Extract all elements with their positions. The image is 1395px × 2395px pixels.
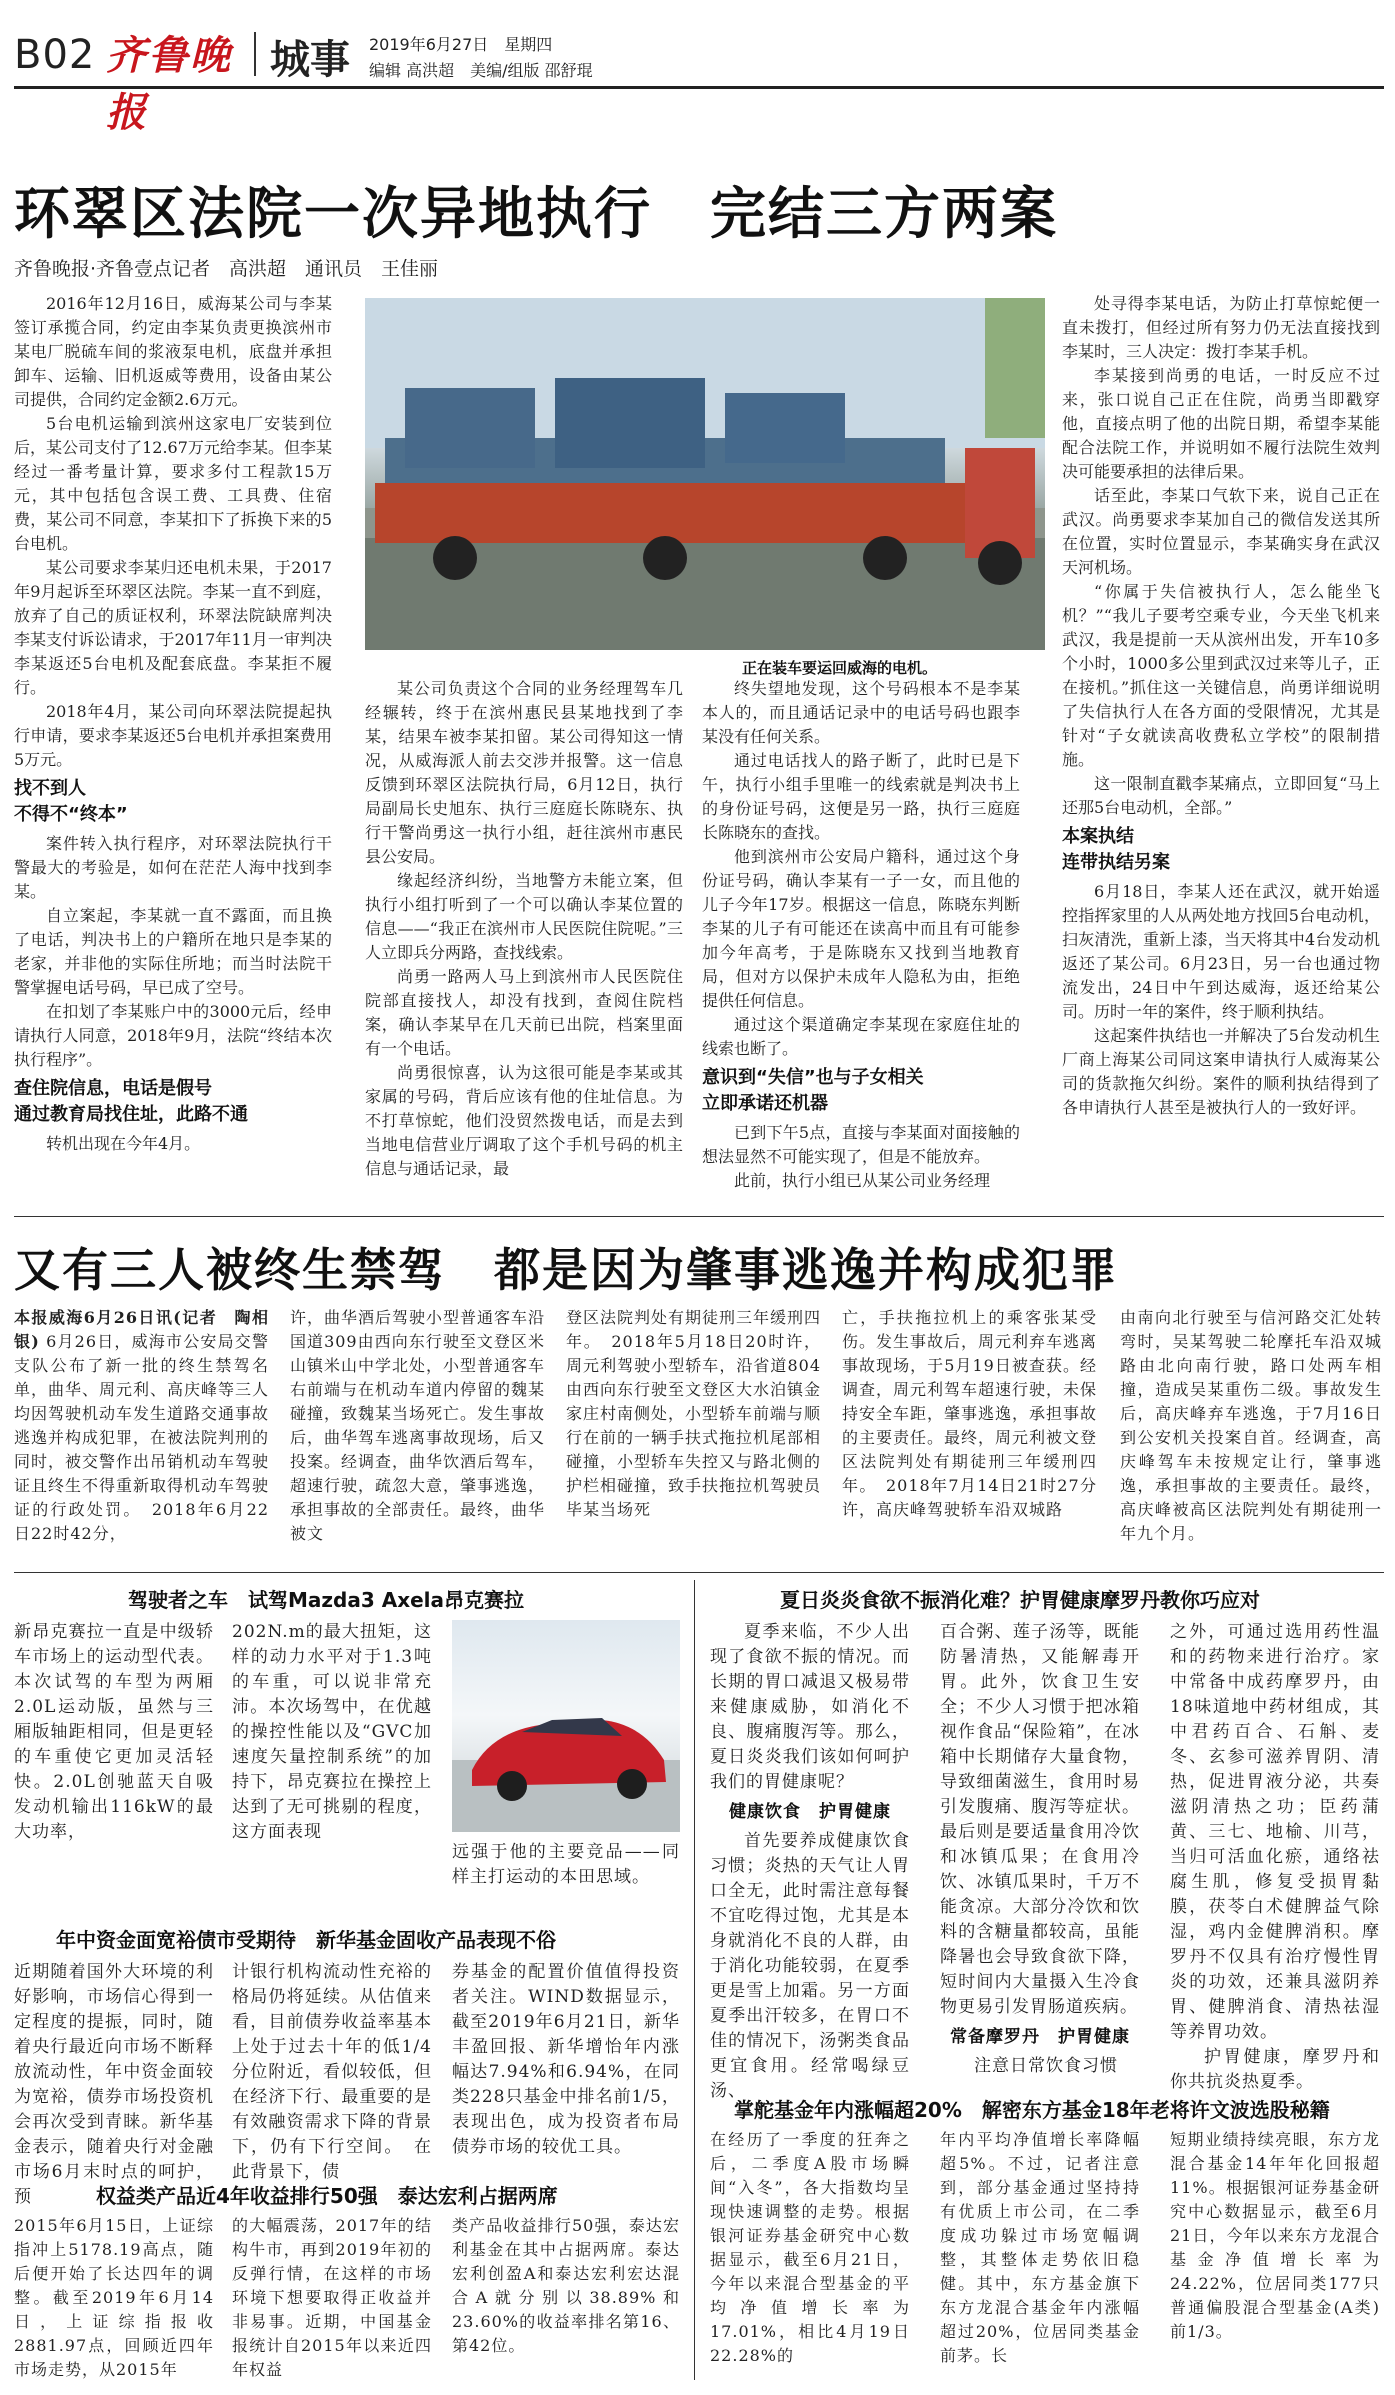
subheading xyxy=(14,1076,332,1128)
lead-headline: 环翠区法院一次异地执行 完结三方两案 xyxy=(14,182,1058,247)
paragraph: 案件转入执行程序，对环翠法院执行干警最大的考验是，如何在茫茫人海中找到李某。 xyxy=(14,834,332,901)
fund2-headline: 权益类产品近4年收益排行50强 泰达宏利占据两席 xyxy=(96,2184,558,2208)
fund3-headline: 掌舵基金年内涨幅超20% 解密东方基金18年老将许文波选股秘籍 xyxy=(734,2098,1330,2122)
page-number: B02 xyxy=(14,32,96,78)
paragraph: 夏季来临，不少人出现了食欲不振的情况。而长期的胃口减退又极易带来健康威胁，如消化不良、腹痛腹泻等。那么，夏日炎炎我们该如何呵护我们的胃健康呢？ xyxy=(710,1622,910,1792)
paragraph: 在扣划了李某账户中的3000元后，经申请执行人同意，2018年9月，法院“终结本次执行程序”。 xyxy=(14,1002,332,1069)
paragraph: 这起案件执结也一并解决了5台发动机生厂商上海某公司同这案申请执行人威海某公司的货款拖欠纠纷。案件的顺利执结得到了各申请执行人甚至是被执行人的一致好评。 xyxy=(1062,1026,1380,1117)
car-column-2: 202N.m的最大扭矩，这样的动力水平对于1.3吨的车重，可以说非常充沛。本次场驾中，在优越的操控性能以及“GVC加速度矢量控制系统”的加持下，昂克赛拉在操控上达到了无可挑剔的程度，这方面表现 xyxy=(232,1622,432,1842)
paragraph: 话至此，李某口气软下来，说自己正在武汉。尚勇要求李某加自己的微信发送其所在位置，实时位置显示，李某确实身在武汉天河机场。 xyxy=(1062,486,1380,577)
story2-text: 6月26日，威海市公安局交警支队公布了新一批的终生禁驾名单，曲华、周元利、高庆峰等三人均因驾驶机动车发生道路交通事故逃逸并构成犯罪，在被法院判刑的同时，被交警作出吊销机动车驾驶证且终生不得重新取得机动车驾驶证的行政处罚。 2018年6月22日22时42分， xyxy=(14,1332,270,1543)
health-column-1 xyxy=(710,1620,910,2104)
paragraph: 护胃健康，摩罗丹和你共抗炎热夏季。 xyxy=(1170,2047,1380,2092)
paragraph: 终失望地发现，这个号码根本不是李某本人的，而且通话记录中的电话号码也跟李某没有任何关系。 xyxy=(702,679,1020,746)
subheading xyxy=(702,1065,1020,1117)
paragraph: 首先要养成健康饮食习惯；炎热的天气让人胃口全无，此时需注意每餐不宜吃得过饱，尤其是本身就消化不良的人群，由于消化功能较弱，在夏季更是雪上加霜。另一方面夏季出汗较多，在胃口不佳的情况下，汤粥类食品更宜食用。经常喝绿豆汤、 xyxy=(710,1831,910,2101)
fund1-column-1: 近期随着国外大环境的利好影响，市场信心得到一定程度的提振，同时，随着央行最近向市场不断释放流动性，年中资金面较为宽裕，债券市场投资机会再次受到青睐。新华基金表示，随着央行对金融市场6月末时点的呵护，预 xyxy=(14,1962,214,2207)
fund3-column-1: 在经历了一季度的狂奔之后，二季度A股市场瞬间“入冬”，各大指数均呈现快速调整的走势。根据银河证券基金研究中心数据显示，截至6月21日，今年以来混合型基金的平均净值增长率为17.01%，相比4月19日22.28%的 xyxy=(710,2130,910,2365)
subheading-line: 不得不“终本” xyxy=(14,804,128,825)
subheading: 常备摩罗丹 护胃健康 xyxy=(950,2027,1130,2047)
fund2-column-2: 的大幅震荡，2017年的结构牛市，再到2019年初的反弹行情，在这样的市场环境下想要取得正收益并非易事。近期，中国基金报统计自2015年以来近四年权益 xyxy=(232,2216,432,2379)
fund1-headline: 年中资金面宽裕债市受期待 新华基金固收产品表现不俗 xyxy=(56,1928,556,1952)
paragraph: 2018年4月，某公司向环翠法院提起执行申请，要求李某返还5台电机并承担案费用5万元。 xyxy=(14,702,332,769)
story2-column-4: 亡，手扶拖拉机上的乘客张某受伤。发生事故后，周元利弃车逃离事故现场，于5月19日被查获。经调查，周元利驾车超速行驶，未保持安全车距，肇事逃逸，承担事故的主要责任。最终，周元利被文登区法院判处有期徒刑三年缓刑四年。 2018年7月14日21时27分许，高庆峰驾驶轿车沿双城路 xyxy=(842,1308,1098,1519)
fund1-column-2: 计银行机构流动性充裕的格局仍将延续。从估值来看，目前债券收益率基本上处于过去十年的低1/4分位附近，看似较低，但在经济下行、最重要的是有效融资需求下降的背景下，仍有下行空间。 在此背景下，债 xyxy=(232,1962,432,2182)
paragraph: 此前，执行小组已从某公司业务经理 xyxy=(734,1171,991,1190)
paragraph: 之外，可通过选用药性温和的药物来进行治疗。家中常备中成药摩罗丹，由18味道地中药材组成，其中君药百合、石斛、麦冬、玄参可滋养胃阴、清热，促进胃液分泌，共奏滋阴清热之功；臣药蒲黄、三七、地榆、川芎，当归可活血化瘀，通络祛腐生肌，修复受损胃黏膜，茯苓白术健脾益气除湿，鸡内金健脾消积。摩罗丹不仅具有治疗慢性胃炎的功效，还兼具滋阴养胃、健脾消食、清热祛湿等养胃功效。 xyxy=(1170,1622,1380,2042)
story2-column-5: 由南向北行驶至与信河路交汇处转弯时，吴某驾驶二轮摩托车沿双城路由北向南行驶，路口处两车相撞，造成吴某重伤二级。事故发生后，高庆峰弃车逃逸，于7月16日到公安机关投案自首。经调查，高庆峰驾车未按规定让行，肇事逃逸，承担事故的主要责任。最终，高庆峰被高区法院判处有期徒刑一年九个月。 xyxy=(1120,1308,1382,1543)
section-name: 城事 xyxy=(270,37,350,83)
subheading-line: 意识到“失信”也与子女相关 xyxy=(702,1067,924,1088)
paragraph: 他到滨州市公安局户籍科，通过这个身份证号码，确认李某有一子一女，而且他的儿子今年17岁。根据这一信息，陈晓东判断李某的儿子有可能还在读高中而且有可能参加今年高考，于是陈晓东又找到当地教育局，但对方以保护未成年人隐私为由，拒绝提供任何信息。 xyxy=(702,847,1020,1010)
paragraph: 处寻得李某电话，为防止打草惊蛇便一直未拨打，但经过所有努力仍无法直接找到李某时，三人决定：拨打李某手机。 xyxy=(1062,294,1380,361)
health-column-3 xyxy=(1170,1620,1380,2095)
paragraph: 5台电机运输到滨州这家电厂安装到位后，某公司支付了12.67万元给李某。但李某经过一番考量计算，要求多付工程款15万元，其中包括包含误工费、工具费、住宿费，某公司不同意，李某扣下了拆换下来的5台电机。 xyxy=(14,414,332,553)
paragraph: 已到下午5点，直接与李某面对面接触的想法显然不可能实现了，但是不能放弃。 xyxy=(702,1123,1020,1166)
subheading-line: 找不到人 xyxy=(14,778,86,799)
subheading-line: 查住院信息，电话是假号 xyxy=(14,1078,212,1099)
subheading-line: 连带执结另案 xyxy=(1062,852,1170,873)
lead-column-1 xyxy=(14,292,332,1156)
fund3-column-3: 短期业绩持续亮眼，东方龙混合基金14年年化回报超11%。根据银河证券基金研究中心数据显示，截至6月21日，今年以来东方龙混合基金净值增长率为24.22%，位居同类177只普通偏股混合型基金(A类)前1/3。 xyxy=(1170,2130,1380,2341)
lead-byline: 齐鲁晚报·齐鲁壹点记者 高洪超 通讯员 王佳丽 xyxy=(14,258,439,280)
subheading-line: 本案执结 xyxy=(1062,826,1134,847)
story2-headline: 又有三人被终生禁驾 都是因为肇事逃逸并构成犯罪 xyxy=(14,1243,1118,1297)
lead-photo xyxy=(365,298,1045,650)
paragraph: 这一限制直戳李某痛点，立即回复“马上还那5台电动机，全部。” xyxy=(1062,774,1380,817)
story2-column-2: 许，曲华酒后驾驶小型普通客车沿国道309由西向东行驶至文登区米山镇米山中学北处，小型普通客车右前端与在机动车道内停留的魏某碰撞，致魏某当场死亡。发生事故后，曲华驾车逃离事故现场，后又投案。经调查，曲华饮酒后驾车，超速行驶，疏忽大意，肇事逃逸，承担事故的全部责任。最终，曲华被文 xyxy=(290,1308,546,1543)
editors-line: 编辑 高洪超 美编/组版 邵舒琨 xyxy=(369,61,593,80)
subheading-line: 立即承诺还机器 xyxy=(702,1093,828,1114)
subheading-line: 通过教育局找住址，此路不通 xyxy=(14,1104,248,1125)
lead-column-4 xyxy=(1062,292,1380,1120)
masthead xyxy=(14,18,1384,136)
paragraph: 某公司负责这个合同的业务经理驾车几经辗转，终于在滨州惠民县某地找到了李某，结果车被李某扣留。某公司得知这一情况，从威海派人前去交涉并报警。这一信息反馈到环翠区法院执行局，6月12日，执行局副局长史旭东、执行三庭庭长陈晓东、执行干警尚勇这一执行小组，赶往滨州市惠民县公安局。 xyxy=(365,679,683,866)
paragraph: 自立案起，李某就一直不露面，而且换了电话，判决书上的户籍所在地只是李某的老家，并非他的实际住所地；而当时法院干警掌握电话号码，早已成了空号。 xyxy=(14,906,332,997)
subheading xyxy=(14,776,332,828)
date-line: 2019年6月27日 星期四 xyxy=(369,35,553,54)
car-photo xyxy=(452,1620,680,1832)
fund3-column-2: 年内平均净值增长率降幅超5%。不过，记者注意到，部分基金通过坚持持有优质上市公司，在二季度成功躲过市场宽幅调整，其整体走势依旧稳健。其中，东方基金旗下东方龙混合基金年内涨幅超过20%，位居同类基金前茅。长 xyxy=(940,2130,1140,2365)
fund2-column-3: 类产品收益排行50强，泰达宏利基金在其中占据两席。泰达宏利创盈A和泰达宏利宏达混合A就分别以38.89%和23.60%的收益率排名第16、第42位。 xyxy=(452,2216,680,2355)
story2-column-1 xyxy=(14,1306,269,1546)
paragraph: 通过这个渠道确定李某现在家庭住址的线索也断了。 xyxy=(702,1015,1020,1058)
paragraph: 2016年12月16日，威海某公司与李某签订承揽合同，约定由李某负责更换滨州市某电厂脱硫车间的浆液泵电机，底盘并承担卸车、运输、旧机返威等费用，设备由某公司提供，合同约定金额2.6万元。 xyxy=(14,294,332,409)
story2-dateline: 本报威海6月26日讯(记者 陶相银) xyxy=(14,1308,269,1351)
health-column-2 xyxy=(940,1620,1140,2079)
paragraph: 百合粥、莲子汤等，既能防暑清热，又能解毒开胃。此外，饮食卫生安全；不少人习惯于把冰箱视作食品“保险箱”，在冰箱中长期储存大量食物，导致细菌滋生，食用时易引发腹痛、腹泻等症状。最后则是要适量食用冷饮和冰镇瓜果；在食用冷饮、冰镇瓜果时，千万不能贪凉。大部分冷饮和饮料的含糖量都较高，虽能降暑也会导致食欲下降，短时间内大量摄入生冷食物更易引发胃肠道疾病。 xyxy=(940,1622,1140,2017)
lead-photo-caption: 正在装车要运回威海的电机。 xyxy=(742,659,938,677)
newspaper-logo: 齐鲁晚报 xyxy=(106,32,232,136)
paragraph: 6月18日，李某人还在武汉，就开始遥控指挥家里的人从两处地方找回5台电动机，扫灰清洗，重新上漆，当天将其中4台发动机返还了某公司。6月23日，另一台也通过物流发出，24日中午到达威海，返还给某公司。历时一年的案件，终于顺利执结。 xyxy=(1062,882,1380,1021)
car-headline: 驾驶者之车 试驾Mazda3 Axela昂克赛拉 xyxy=(128,1588,525,1612)
lead-column-3 xyxy=(702,677,1020,1193)
fund1-column-3: 券基金的配置价值值得投资者关注。WIND数据显示，截至2019年6月21日，新华丰盈回报、新华增怡年内涨幅达7.94%和6.94%，在同类228只基金中排名前1/5，表现出色，成为投资者布局债券市场的较优工具。 xyxy=(452,1962,680,2157)
paragraph: 缘起经济纠纷，当地警方未能立案，但执行小组打听到了一个可以确认李某位置的信息——“我正在滨州市人民医院住院呢。”三人立即兵分两路，查找线索。 xyxy=(365,871,683,962)
fund2-column-1: 2015年6月15日，上证综指冲上5178.19高点，随后便开始了长达四年的调整。截至2019年6月14日，上证综指报收2881.97点，回顾近四年市场走势，从2015年 xyxy=(14,2216,214,2379)
paragraph: 通过电话找人的路子断了，此时已是下午，执行小组手里唯一的线索就是判决书上的身份证号码，这便是另一路，执行三庭庭长陈晓东的查找。 xyxy=(702,751,1020,842)
paragraph: 转机出现在今年4月。 xyxy=(46,1134,201,1153)
paragraph: 某公司要求李某归还电机未果，于2017年9月起诉至环翠区法院。李某一直不到庭，放弃了自己的质证权利，环翠法院缺席判决李某支付诉讼请求，于2017年11月一审判决李某返还5台电机及配套底盘。李某拒不履行。 xyxy=(14,558,332,697)
car-column-1: 新昂克赛拉一直是中级轿车市场上的运动型代表。本次试驾的车型为两厢2.0L运动版，虽然与三厢版轴距相同，但是更轻的车重使它更加灵活轻快。2.0L创驰蓝天自吸发动机输出116kW的最大功率， xyxy=(14,1622,214,1842)
car-column-3: 远强于他的主要竞品——同样主打运动的本田思域。 xyxy=(452,1842,680,1887)
subheading xyxy=(1062,824,1380,876)
lead-column-2 xyxy=(365,677,683,1181)
vertical-divider xyxy=(694,1580,695,2380)
masthead-rule xyxy=(14,86,1384,89)
paragraph: “你属于失信被执行人，怎么能坐飞机？”“我儿子要考空乘专业，今天坐飞机来武汉，我是提前一天从滨州出发，开车10多个小时，1000多公里到武汉过来等儿子，正在接机。”抓住这一关键信息，尚勇详细说明了失信执行人在各方面的受限情况，尤其是针对“子女就读高收费私立学校”的限制措施。 xyxy=(1062,582,1380,769)
truck-photo-illustration xyxy=(365,298,1045,650)
paragraph: 李某接到尚勇的电话，一时反应不过来，张口说自己正在住院，尚勇当即戳穿他，直接点明了他的出院日期，希望李某能配合法院工作，并说明如不履行法院生效判决可能要承担的法律后果。 xyxy=(1062,366,1380,481)
health-headline: 夏日炎炎食欲不振消化难？护胃健康摩罗丹教你巧应对 xyxy=(780,1588,1260,1612)
section-divider xyxy=(14,1216,1384,1217)
paragraph: 尚勇一路两人马上到滨州市人民医院住院部直接找人，却没有找到，查阅住院档案，确认李某早在几天前已出院，档案里面有一个电话。 xyxy=(365,967,683,1058)
paragraph: 尚勇很惊喜，认为这很可能是李某或其家属的号码，背后应该有他的住址信息。为不打草惊蛇，他们没贸然拨电话，而是去到当地电信营业厅调取了这个手机号码的机主信息与通话记录，最 xyxy=(365,1063,683,1178)
subheading: 健康饮食 护胃健康 xyxy=(729,1802,891,1822)
story2-column-3: 登区法院判处有期徒刑三年缓刑四年。 2018年5月18日20时许，周元利驾驶小型轿车，沿省道804由西向东行驶至文登区大水泊镇金家庄村南侧处，小型轿车前端与顺行在前的一辆手扶式拖拉机尾部相碰撞，小型轿车失控又与路北侧的护栏相碰撞，致手扶拖拉机驾驶员毕某当场死 xyxy=(566,1308,822,1519)
paragraph: 注意日常饮食习惯 xyxy=(974,2056,1118,2076)
red-car-illustration xyxy=(452,1620,680,1832)
section-divider xyxy=(14,1572,1384,1573)
masthead-divider xyxy=(254,32,256,76)
